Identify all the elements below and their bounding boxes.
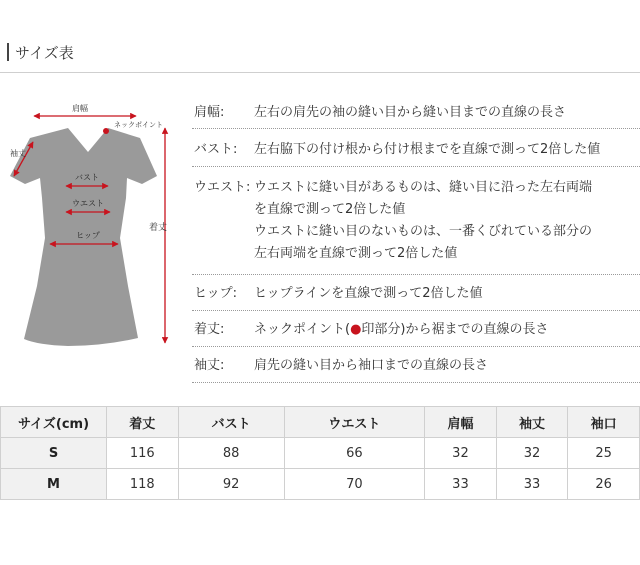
desc-length-part-2: 印部分)から裾までの直線の長さ	[361, 322, 549, 337]
measurement-definitions	[192, 98, 640, 383]
table-header-row	[1, 407, 640, 438]
header-divider	[0, 72, 640, 73]
column-header: 着丈	[107, 407, 179, 438]
table-cell: 33	[425, 469, 497, 500]
definition-hip	[192, 275, 640, 311]
table-cell: 92	[178, 469, 284, 500]
column-header: 肩幅	[425, 407, 497, 438]
desc-hip: ヒップラインを直線で測って2倍した値	[254, 286, 483, 301]
neck-point-marker: ●	[350, 322, 362, 337]
term-hip: ヒップ:	[194, 286, 237, 301]
shoulder-label: 肩幅	[72, 104, 88, 113]
table-cell: 32	[425, 438, 497, 469]
table-cell: 33	[496, 469, 568, 500]
definition-bust	[192, 129, 640, 167]
desc-bust: 左右脇下の付け根から付け根までを直線で測って2倍した値	[254, 142, 601, 157]
table-cell: 26	[568, 469, 640, 500]
table-row	[1, 438, 640, 469]
table-cell: 70	[284, 469, 425, 500]
measurement-diagram	[0, 98, 185, 358]
definition-waist	[192, 167, 640, 275]
term-sleeve: 袖丈:	[194, 358, 225, 373]
definition-length	[192, 311, 640, 347]
desc-waist-line-1: ウエストに縫い目があるものは、縫い目に沿った左右両端	[254, 180, 593, 195]
table-cell: 32	[496, 438, 568, 469]
table-cell: 66	[284, 438, 425, 469]
column-header: 袖丈	[496, 407, 568, 438]
desc-waist	[254, 177, 640, 274]
size-cell: M	[1, 469, 107, 500]
table-cell: 88	[178, 438, 284, 469]
waist-label: ウエスト	[72, 199, 104, 208]
dress-diagram-svg	[0, 98, 185, 358]
hip-label: ヒップ	[76, 231, 100, 240]
page-title: サイズ表	[15, 43, 74, 62]
length-label: 着丈	[149, 223, 168, 233]
neck-point-dot	[103, 128, 109, 134]
sleeve-label: 袖丈	[10, 149, 26, 158]
neck-point-label: ネックポイント	[114, 121, 163, 129]
desc-shoulder: 左右の肩先の袖の縫い目から縫い目までの直線の長さ	[254, 105, 567, 120]
column-header: バスト	[178, 407, 284, 438]
table-cell: 116	[107, 438, 179, 469]
header-accent-bar	[7, 43, 9, 61]
desc-length	[254, 319, 640, 346]
column-header: サイズ(cm)	[1, 407, 107, 438]
desc-length-part-1: ネックポイント(	[254, 322, 351, 337]
table-cell: 118	[107, 469, 179, 500]
term-bust: バスト:	[194, 142, 238, 157]
definition-shoulder	[192, 98, 640, 129]
size-table	[0, 406, 640, 500]
definition-sleeve	[192, 347, 640, 383]
section-header	[7, 42, 74, 62]
size-cell: S	[1, 438, 107, 469]
column-header: ウエスト	[284, 407, 425, 438]
term-waist: ウエスト:	[194, 180, 251, 195]
bust-label: バスト	[75, 173, 99, 182]
term-length: 着丈:	[194, 322, 225, 337]
column-header: 袖口	[568, 407, 640, 438]
desc-sleeve: 肩先の縫い目から袖口までの直線の長さ	[254, 358, 489, 373]
desc-waist-line-2: を直線で測って2倍した値	[254, 202, 406, 217]
table-cell: 25	[568, 438, 640, 469]
term-shoulder: 肩幅:	[194, 105, 225, 120]
table-row	[1, 469, 640, 500]
desc-waist-line-4: 左右両端を直線で測って2倍した値	[254, 246, 458, 261]
desc-waist-line-3: ウエストに縫い目のないものは、一番くびれている部分の	[254, 224, 593, 239]
